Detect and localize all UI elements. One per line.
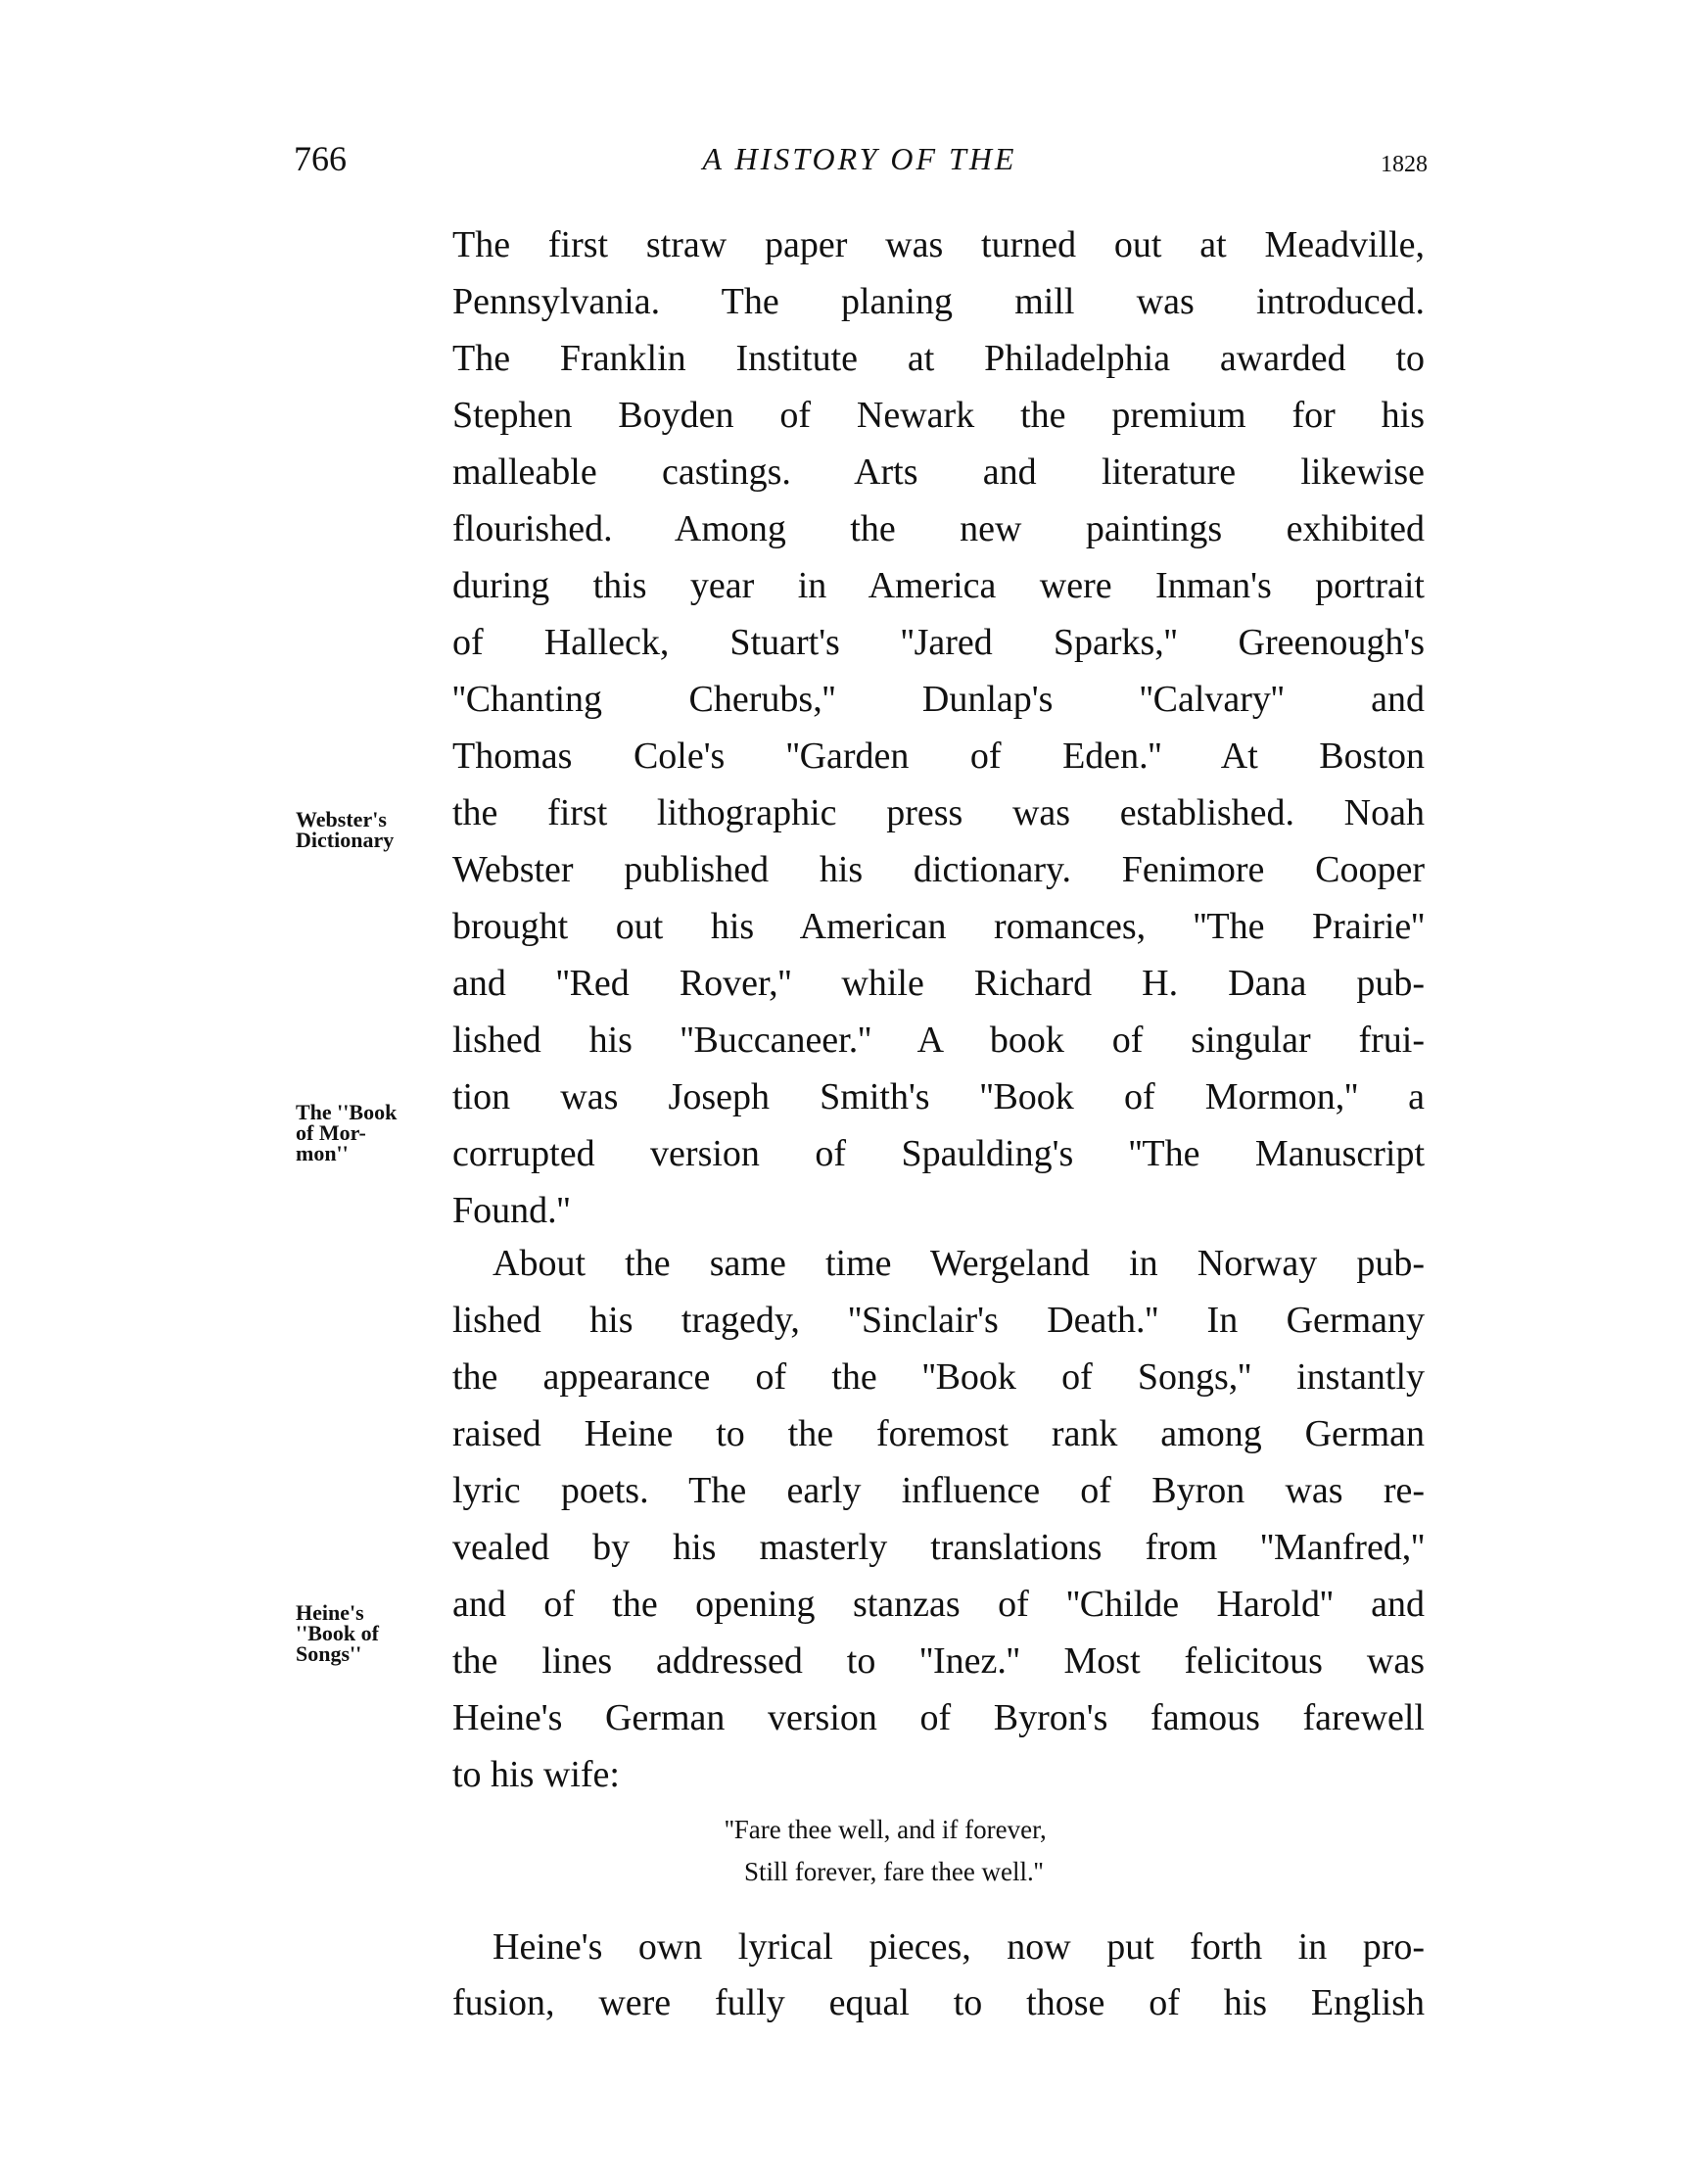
text-line: during this year in America were Inman's portrait <box>452 565 1425 606</box>
text-line: and ''Red Rover,'' while Richard H. Dana pub- <box>452 963 1425 1004</box>
text-line: fusion, were fully equal to those of his English <box>452 1982 1425 2023</box>
text-line: Heine's German version of Byron's famous farewell <box>452 1697 1425 1738</box>
text-line: flourished. Among the new paintings exhibited <box>452 508 1425 549</box>
text-line: vealed by his masterly translations from ''Manfred,'' <box>452 1527 1425 1568</box>
margin-note-line: Songs'' <box>296 1641 362 1666</box>
text-line: malleable castings. Arts and literature likewise <box>452 451 1425 493</box>
text-line: the appearance of the ''Book of Songs,'' instantly <box>452 1356 1425 1398</box>
text-line: lyric poets. The early influence of Byron was re- <box>452 1470 1425 1511</box>
text-line: The first straw paper was turned out at Meadville, <box>452 224 1425 265</box>
text-line: and of the opening stanzas of ''Childe Harold'' and <box>452 1584 1425 1625</box>
text-line: Webster published his dictionary. Fenimore Cooper <box>452 849 1425 890</box>
text-line: Thomas Cole's ''Garden of Eden.'' At Boston <box>452 736 1425 777</box>
text-line: Found.'' <box>452 1190 571 1231</box>
text-line: Pennsylvania. The planing mill was introduced. <box>452 281 1425 322</box>
margin-note-line: mon'' <box>296 1141 349 1165</box>
text-line: to his wife: <box>452 1754 620 1795</box>
margin-note-line: of Mor- <box>296 1120 366 1145</box>
text-line: The Franklin Institute at Philadelphia awarded to <box>452 338 1425 379</box>
running-title: A HISTORY OF THE <box>702 141 1017 176</box>
margin-note-line: Dictionary <box>296 828 395 852</box>
text-line: the lines addressed to ''Inez.'' Most felicitous was <box>452 1640 1425 1682</box>
text-line: tion was Joseph Smith's ''Book of Mormon,'' a <box>452 1076 1425 1117</box>
text-line: Stephen Boyden of Newark the premium for his <box>452 395 1425 436</box>
text-line: raised Heine to the foremost rank among German <box>452 1413 1425 1454</box>
margin-note-line: ''Book of <box>296 1621 379 1645</box>
page-number: 766 <box>294 139 347 178</box>
margin-note-line: Heine's <box>296 1600 364 1625</box>
quote-line: ''Fare thee well, and if forever, <box>725 1815 1047 1844</box>
text-line: ''Chanting Cherubs,'' Dunlap's ''Calvary'' and <box>452 679 1425 720</box>
text-line: Heine's own lyrical pieces, now put forth in pro- <box>493 1926 1425 1968</box>
text-line: lished his tragedy, ''Sinclair's Death.'' In Germany <box>452 1300 1425 1341</box>
margin-note-line: Webster's <box>296 807 387 831</box>
text-line: corrupted version of Spaulding's ''The Manuscript <box>452 1133 1425 1174</box>
margin-note-line: The ''Book <box>296 1100 398 1124</box>
text-line: of Halleck, Stuart's ''Jared Sparks,'' Greenough's <box>452 622 1425 663</box>
text-line: lished his ''Buccaneer.'' A book of singular frui- <box>452 1020 1425 1061</box>
text-line: the first lithographic press was established. Noah <box>452 792 1425 833</box>
text-line: About the same time Wergeland in Norway pub- <box>493 1243 1425 1284</box>
quote-line: Still forever, fare thee well.'' <box>744 1857 1044 1886</box>
text-line: brought out his American romances, ''The Prairie'' <box>452 906 1425 947</box>
header-year: 1828 <box>1381 152 1428 177</box>
